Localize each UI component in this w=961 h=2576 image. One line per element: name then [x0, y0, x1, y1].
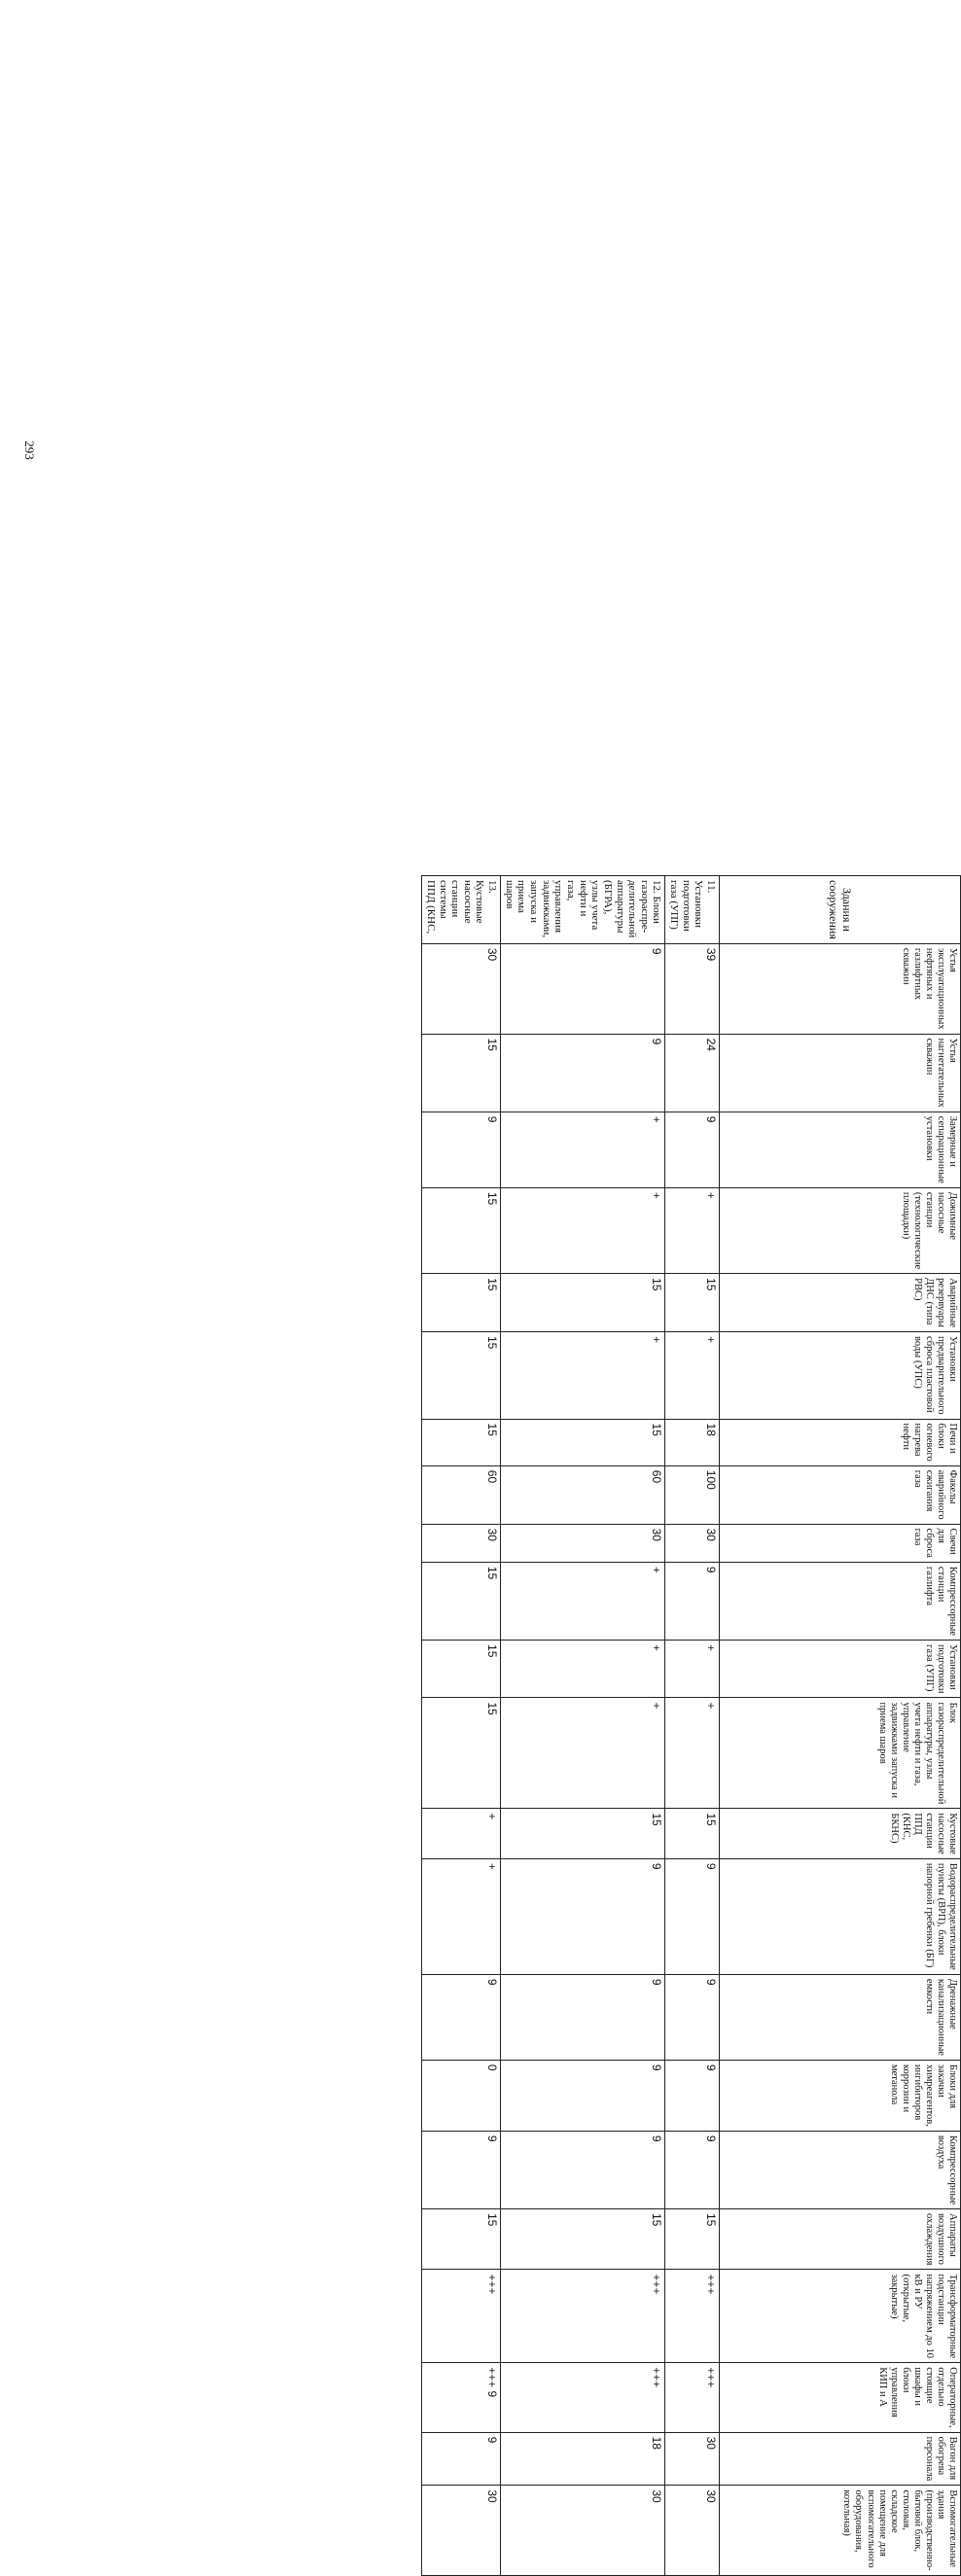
table-cell: 9	[422, 2131, 501, 2208]
column-header: Факелы аварийного сжигания газа	[720, 1465, 961, 1524]
table-cell: 15	[422, 1419, 501, 1465]
table-cell: 30	[422, 2486, 501, 2575]
header-row	[720, 876, 961, 2576]
table-cell: +++	[665, 2270, 720, 2363]
page-number: 293	[21, 441, 37, 460]
table-cell: 24	[665, 1034, 720, 1112]
table-cell: 9	[501, 2060, 665, 2131]
table-cell: 0	[422, 2060, 501, 2131]
column-header: Компрессорные воздуха	[720, 2131, 961, 2208]
column-header: Аварийные резервуары ДНС (типа РВС)	[720, 1274, 961, 1332]
table-cell: 15	[422, 1641, 501, 1698]
table-cell: 15	[422, 1274, 501, 1332]
table-cell: +	[665, 1641, 720, 1698]
table-cell: +	[501, 1332, 665, 1420]
column-header: Блок газораспределительной аппаратуры, узлы учета нефти и газа, управление задвижками запуска и приема шаров	[720, 1698, 961, 1809]
table-cell: 30	[422, 1524, 501, 1562]
table-cell: +	[501, 1641, 665, 1698]
table-cell: 30	[665, 2486, 720, 2575]
table-cell: 9	[422, 2432, 501, 2486]
table-cell: +++	[501, 2270, 665, 2363]
column-header: Блоки для закачки химреагентов, ингибиторов коррозии и метанола	[720, 2060, 961, 2131]
column-header: Установки подготовки газа (УПГ)	[720, 1641, 961, 1698]
table-cell: 9	[665, 1974, 720, 2060]
table-cell: 15	[501, 1274, 665, 1332]
table-cell: +	[665, 1332, 720, 1420]
table-cell: 15	[665, 1274, 720, 1332]
row-header: 12. Блоки газораспре-делительной аппаратуры (БГРА), узлы учета нефти и газа, управления задвижками, запуска и приема шаров	[501, 876, 665, 944]
corner-label: Здания и сооружения	[720, 876, 961, 944]
column-header: Аппараты воздушного охлаждения	[720, 2208, 961, 2269]
table-cell: 9	[665, 2060, 720, 2131]
column-header: Печи и блоки огневого нагрева нефти	[720, 1419, 961, 1465]
table-cell: 9	[665, 1858, 720, 1974]
table-cell: 9	[501, 1974, 665, 2060]
table-cell: +++	[422, 2270, 501, 2363]
table-container	[82, 39, 958, 2571]
column-header: Замерные и сепарационные установки	[720, 1112, 961, 1187]
table-cell: 30	[501, 1524, 665, 1562]
column-header: Дожимные насосные станции (технологические площадки)	[720, 1187, 961, 1273]
table-cell: +	[501, 1562, 665, 1640]
table-cell: 60	[422, 1465, 501, 1524]
table-cell: 9	[422, 1974, 501, 2060]
table-cell: +	[422, 1809, 501, 1859]
table-cell: 39	[665, 943, 720, 1034]
column-header: Вагон для обогрева персонала	[720, 2432, 961, 2486]
table-cell: 15	[422, 1034, 501, 1112]
table-cell: 18	[501, 2432, 665, 2486]
table-cell: +	[501, 1112, 665, 1187]
table-cell: +	[665, 1187, 720, 1273]
table-cell: +	[501, 1187, 665, 1273]
column-header: Водораспределительные пункты (ВРП), блоки напорной гребенки (БГ)	[720, 1858, 961, 1974]
table-cell: 15	[501, 1809, 665, 1859]
table-cell: 15	[501, 2208, 665, 2269]
table-cell: 30	[422, 943, 501, 1034]
column-header: Вспомогательные здания (производственно-бытовой блок, столовая, складское помещение для вспомогательного оборудования, котельная)	[720, 2486, 961, 2575]
table-cell: 9	[422, 1112, 501, 1187]
table-cell: 18	[665, 1419, 720, 1465]
table-cell: 15	[422, 1332, 501, 1420]
table-cell: 15	[422, 1698, 501, 1809]
table-cell: 9	[501, 1034, 665, 1112]
table-cell: 9	[665, 1112, 720, 1187]
table-row	[422, 876, 501, 2576]
table-row	[665, 876, 720, 2576]
table-row	[501, 876, 665, 2576]
table-cell: 9	[501, 2131, 665, 2208]
distance-table	[421, 875, 961, 2576]
table-cell: 15	[422, 2208, 501, 2269]
column-header: Компрессорные станции газлифта	[720, 1562, 961, 1640]
table-cell: 30	[665, 1524, 720, 1562]
column-header: Кустовые насосные станции ППД (КНС, БКНС)	[720, 1809, 961, 1859]
table-cell: 9	[665, 1562, 720, 1640]
column-header: Установки предварительного сброса пластовой воды (УПС)	[720, 1332, 961, 1420]
table-cell: 15	[665, 1809, 720, 1859]
table-cell: 9	[501, 1858, 665, 1974]
column-header: Свечи для сброса газа	[720, 1524, 961, 1562]
column-header: Устья нагнетательных скважин	[720, 1034, 961, 1112]
table-cell: +	[422, 1858, 501, 1974]
table-cell: +	[501, 1698, 665, 1809]
table-cell: 30	[665, 2432, 720, 2486]
column-header: Трансформаторные подстанции напряжением до 10 кВ и РУ (открытые, закрытые)	[720, 2270, 961, 2363]
row-header: 11. Установки подготовки газа (УПГ)	[665, 876, 720, 944]
table-cell: 15	[422, 1187, 501, 1273]
table-cell: 100	[665, 1465, 720, 1524]
table-cell: 15	[422, 1562, 501, 1640]
table-cell: +++ 9	[422, 2363, 501, 2432]
table-cell: +++	[501, 2363, 665, 2432]
column-header: Дренажные канализационные емкости	[720, 1974, 961, 2060]
table-cell: +	[665, 1698, 720, 1809]
table-cell: 15	[665, 2208, 720, 2269]
table-cell: 60	[501, 1465, 665, 1524]
table-cell: 9	[665, 2131, 720, 2208]
row-header: 13. Кустовые насосные станции системы ППД (КНС,	[422, 876, 501, 944]
column-header: Устья эксплуатационных нефтяных и газлифтных скважин	[720, 943, 961, 1034]
column-header: Операторные, отдельно стоящие шкафы и блоки управления КИП и А	[720, 2363, 961, 2432]
table-cell: 9	[501, 943, 665, 1034]
table-cell: 30	[501, 2486, 665, 2575]
table-cell: 15	[501, 1419, 665, 1465]
table-cell: +++	[665, 2363, 720, 2432]
